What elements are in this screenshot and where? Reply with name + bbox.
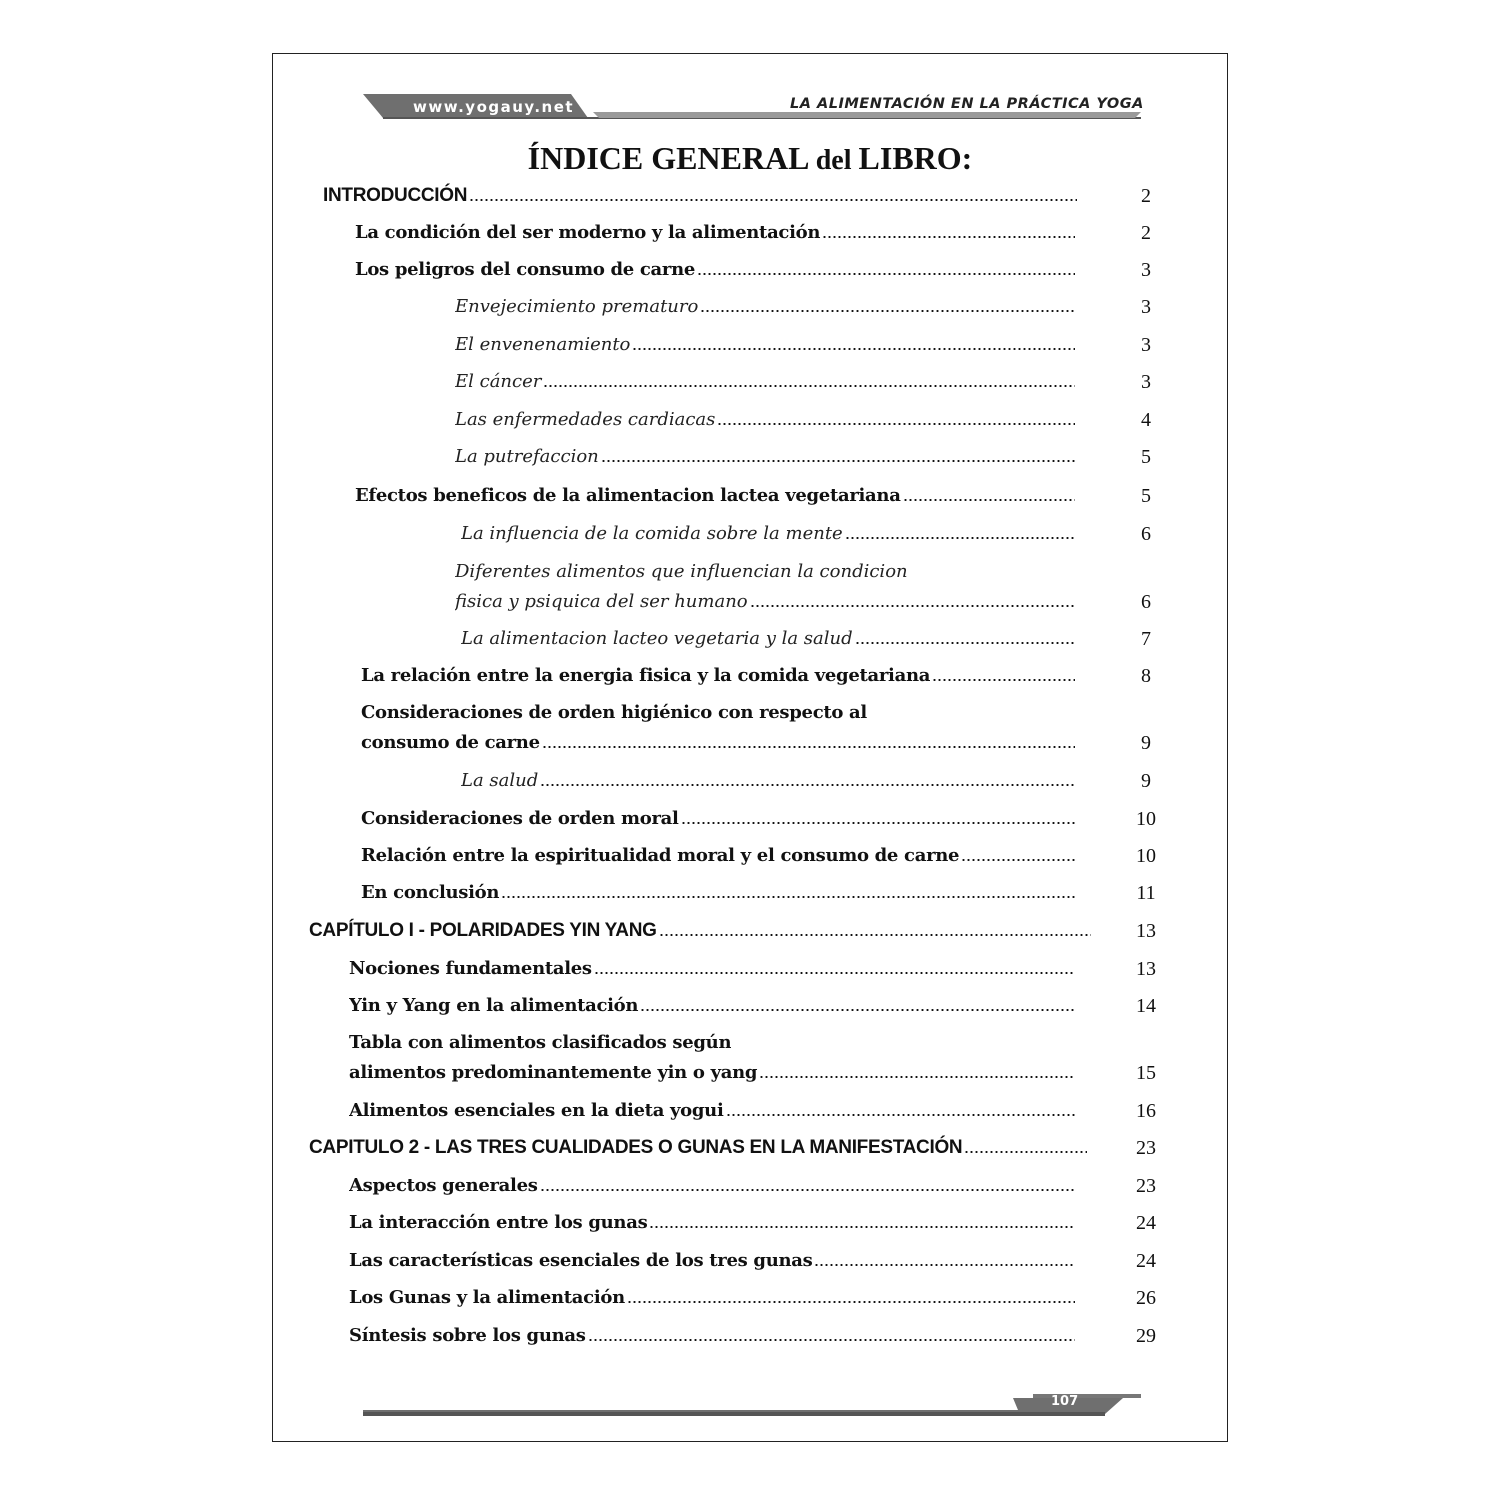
toc-entry [361, 661, 1075, 691]
toc-entry-text: Yin y Yang en la alimentación [349, 995, 639, 1016]
toc-page-number: 5 [1141, 446, 1151, 468]
toc-entry [461, 624, 1075, 654]
toc-entry-first-line [349, 1028, 731, 1058]
dot-leader [594, 967, 1075, 975]
toc-entry-text: La salud [461, 770, 539, 791]
toc-entry [355, 218, 1075, 248]
toc-entry [309, 916, 1091, 946]
toc-row[interactable] [455, 292, 1355, 322]
toc-page-number: 9 [1141, 732, 1151, 754]
book-title: LA ALIMENTACIÓN EN LA PRÁCTICA YOGA [790, 96, 1144, 112]
toc-entry [355, 255, 1075, 285]
toc-page-number: 24 [1136, 1212, 1156, 1234]
toc-entry-text: La relación entre la energia fisica y la comida vegetariana [361, 665, 931, 686]
toc-page-number: 16 [1136, 1100, 1156, 1122]
toc-row[interactable] [461, 766, 1361, 796]
toc-row[interactable] [455, 330, 1355, 360]
toc-entry [455, 367, 1075, 397]
book-page [272, 53, 1228, 1442]
dot-leader [932, 674, 1075, 682]
toc-row[interactable] [361, 702, 1261, 758]
toc-row[interactable] [349, 1246, 1249, 1276]
toc-row[interactable] [349, 1208, 1249, 1238]
dot-leader [750, 600, 1075, 608]
toc-entry-text: Efectos beneficos de la alimentacion lactea vegetariana [355, 485, 901, 506]
dot-leader [961, 854, 1075, 862]
toc-row[interactable] [309, 916, 1209, 946]
dot-leader [649, 1221, 1075, 1229]
toc-entry-text: Tabla con alimentos clasificados según [349, 1032, 732, 1053]
toc-row[interactable] [349, 1283, 1249, 1313]
page-number: 107 [1051, 1394, 1079, 1409]
dot-leader [903, 494, 1075, 502]
dot-leader [540, 779, 1075, 787]
toc-row[interactable] [461, 624, 1361, 654]
toc-page-number: 23 [1136, 1137, 1156, 1159]
toc-row[interactable] [349, 991, 1249, 1021]
toc-entry-text: consumo de carne [361, 732, 540, 753]
toc-row[interactable] [455, 442, 1355, 472]
toc-row[interactable] [461, 519, 1361, 549]
toc-entry-text: El envenenamiento [455, 334, 631, 355]
toc-row[interactable] [455, 405, 1355, 435]
dot-leader [726, 1109, 1076, 1117]
toc-page-number: 6 [1141, 591, 1151, 613]
toc-entry [361, 841, 1075, 871]
toc-entry [361, 804, 1075, 834]
toc-entry [461, 519, 1075, 549]
site-url: www.yogauy.net [413, 98, 575, 116]
toc-page-number: 3 [1141, 334, 1151, 356]
toc-row[interactable] [355, 481, 1255, 511]
toc-row[interactable] [455, 561, 1355, 617]
dot-leader [588, 1334, 1075, 1342]
toc-entry [355, 481, 1075, 511]
toc-entry-text: La alimentacion lacteo vegetaria y la salud [461, 628, 853, 649]
toc-entry [455, 292, 1075, 322]
toc-page-number: 2 [1141, 185, 1151, 207]
toc-row[interactable] [355, 218, 1255, 248]
toc-page-number: 3 [1141, 259, 1151, 281]
toc-entry-text: Las enfermedades cardiacas [455, 409, 716, 430]
toc-entry [349, 1246, 1075, 1276]
page-title [273, 140, 1227, 177]
toc-row[interactable] [361, 661, 1261, 691]
dot-leader [640, 1004, 1075, 1012]
toc-entry-text: Los Gunas y la alimentación [349, 1287, 625, 1308]
toc-entry [349, 1321, 1075, 1351]
toc-page-number: 15 [1136, 1062, 1156, 1084]
toc-entry-text: Alimentos esenciales en la dieta yogui [349, 1100, 724, 1121]
dot-leader [700, 305, 1075, 313]
title-part-1: ÍNDICE GENERAL [527, 140, 816, 176]
toc-entry [361, 878, 1075, 908]
dot-leader [469, 194, 1077, 202]
toc-entry-text: Aspectos generales [349, 1175, 538, 1196]
toc-row[interactable] [455, 367, 1355, 397]
toc-entry-text: La condición del ser moderno y la alimentación [355, 222, 821, 243]
toc-page-number: 8 [1141, 665, 1151, 687]
toc-entry-text: Consideraciones de orden moral [361, 808, 679, 829]
toc-entry-text: Las características esenciales de los tres gunas [349, 1250, 813, 1271]
toc-page-number: 2 [1141, 222, 1151, 244]
dot-leader [855, 637, 1075, 645]
toc-entry-text: Envejecimiento prematuro [455, 296, 699, 317]
dot-leader [659, 929, 1091, 937]
toc-entry-text: CAPÍTULO I - POLARIDADES YIN YANG [309, 920, 657, 941]
toc-page-number: 24 [1136, 1250, 1156, 1272]
toc-entry-first-line [361, 698, 867, 728]
toc-entry-text: INTRODUCCIÓN [323, 185, 468, 206]
toc-entry-text: En conclusión [361, 882, 500, 903]
dot-leader [540, 1184, 1075, 1192]
toc-row[interactable] [361, 878, 1261, 908]
toc-row[interactable] [323, 181, 1223, 211]
toc-entry-text: Síntesis sobre los gunas [349, 1325, 586, 1346]
toc-page-number: 26 [1136, 1287, 1156, 1309]
dot-leader [964, 1146, 1087, 1154]
dot-leader [717, 418, 1075, 426]
dot-leader [845, 532, 1075, 540]
toc-row[interactable] [309, 1133, 1209, 1163]
title-part-3: LIBRO: [858, 140, 973, 176]
dot-leader [759, 1071, 1075, 1079]
toc-entry-text: CAPITULO 2 - LAS TRES CUALIDADES O GUNAS EN LA MANIFESTACIÓN [309, 1137, 963, 1158]
toc-entry [361, 728, 1075, 758]
dot-leader [501, 891, 1075, 899]
toc-entry [455, 405, 1075, 435]
toc-page-number: 14 [1136, 995, 1156, 1017]
toc-row[interactable] [355, 255, 1255, 285]
toc-page-number: 7 [1141, 628, 1151, 650]
toc-entry-text: La putrefaccion [455, 446, 599, 467]
toc-entry [349, 1283, 1075, 1313]
dot-leader [814, 1259, 1075, 1267]
toc-entry-text: Los peligros del consumo de carne [355, 259, 696, 280]
toc-page-number: 3 [1141, 371, 1151, 393]
toc-entry-text: La interacción entre los gunas [349, 1212, 648, 1233]
toc-row[interactable] [349, 1171, 1249, 1201]
toc-row[interactable] [349, 1032, 1249, 1088]
toc-page-number: 13 [1136, 958, 1156, 980]
toc-page-number: 10 [1136, 808, 1156, 830]
toc-row[interactable] [349, 1321, 1249, 1351]
toc-entry [309, 1133, 1087, 1163]
toc-entry [455, 587, 1075, 617]
toc-entry [455, 442, 1075, 472]
toc-entry [349, 1058, 1075, 1088]
toc-row[interactable] [349, 1096, 1249, 1126]
toc-page-number: 3 [1141, 296, 1151, 318]
toc-row[interactable] [361, 804, 1261, 834]
dot-leader [681, 817, 1075, 825]
toc-row[interactable] [361, 841, 1261, 871]
toc-entry [349, 1171, 1075, 1201]
toc-entry-text: Diferentes alimentos que influencian la condicion [455, 561, 908, 582]
footer-band [363, 1394, 1141, 1418]
title-part-2: del [815, 145, 859, 176]
toc-page-number: 6 [1141, 523, 1151, 545]
toc-page-number: 4 [1141, 409, 1151, 431]
toc-page-number: 10 [1136, 845, 1156, 867]
toc-entry [323, 181, 1077, 211]
toc-page-number: 11 [1136, 882, 1156, 904]
toc-entry [455, 330, 1075, 360]
toc-entry-text: alimentos predominantemente yin o yang [349, 1062, 758, 1083]
toc-page-number: 29 [1136, 1325, 1156, 1347]
toc-page-number: 9 [1141, 770, 1151, 792]
dot-leader [601, 455, 1075, 463]
toc-entry [349, 954, 1075, 984]
toc-entry-text: Nociones fundamentales [349, 958, 592, 979]
toc-page-number: 13 [1136, 920, 1156, 942]
toc-entry [349, 1208, 1075, 1238]
toc-page-number: 23 [1136, 1175, 1156, 1197]
toc-entry [461, 766, 1075, 796]
dot-leader [627, 1296, 1075, 1304]
toc-entry-text: Consideraciones de orden higiénico con respecto al [361, 702, 867, 723]
toc-page-number: 5 [1141, 485, 1151, 507]
toc-entry [349, 991, 1075, 1021]
toc-row[interactable] [349, 954, 1249, 984]
dot-leader [542, 741, 1075, 749]
dot-leader [697, 268, 1075, 276]
toc-entry-text: El cáncer [455, 371, 542, 392]
dot-leader [543, 380, 1075, 388]
toc-entry-first-line [455, 557, 908, 587]
dot-leader [822, 231, 1075, 239]
dot-leader [632, 343, 1075, 351]
toc-entry-text: fisica y psiquica del ser humano [455, 591, 748, 612]
toc-entry-text: La influencia de la comida sobre la mente [461, 523, 843, 544]
toc-entry [349, 1096, 1075, 1126]
toc-entry-text: Relación entre la espiritualidad moral y el consumo de carne [361, 845, 960, 866]
